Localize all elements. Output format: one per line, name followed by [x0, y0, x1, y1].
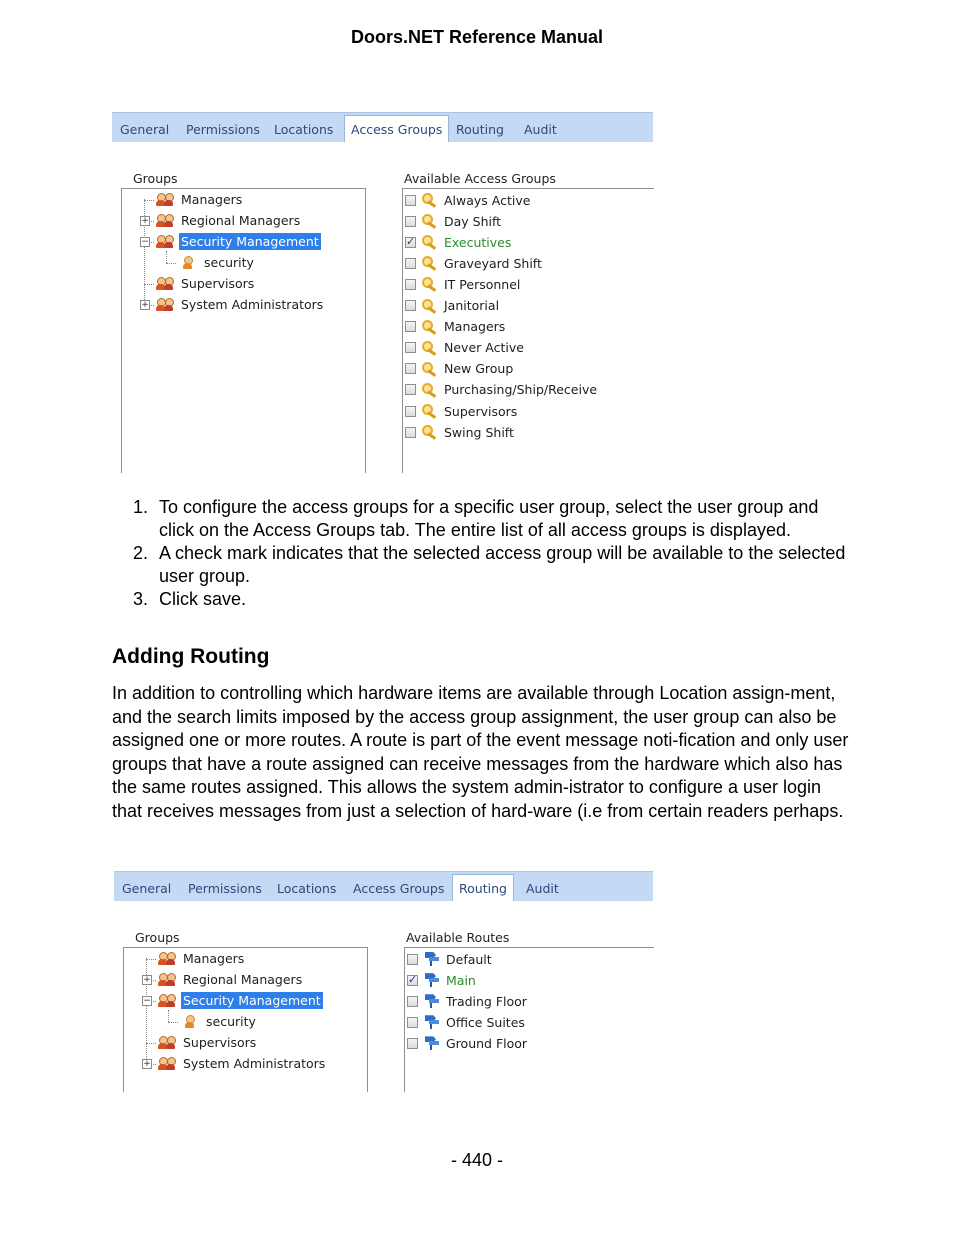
- tree-line: [144, 284, 154, 285]
- tab-general[interactable]: General: [122, 881, 172, 896]
- list-item[interactable]: [405, 190, 530, 210]
- route-signpost-icon: [423, 972, 441, 988]
- access-groups-list[interactable]: [402, 188, 654, 473]
- groups-label: Groups: [133, 171, 178, 186]
- list-item-label: Executives: [444, 234, 512, 250]
- list-item[interactable]: [407, 970, 476, 990]
- list-item[interactable]: [405, 232, 511, 252]
- tree-node[interactable]: [158, 949, 246, 968]
- list-item-label: Always Active: [444, 192, 531, 208]
- list-item[interactable]: [405, 359, 513, 379]
- tree-node-label: System Administrators: [181, 297, 324, 312]
- user-icon: [181, 1015, 199, 1029]
- available-access-groups-label: Available Access Groups: [404, 171, 556, 186]
- checkbox[interactable]: [405, 406, 416, 417]
- routes-list[interactable]: [404, 947, 654, 1092]
- tree-node-label: Security Management: [183, 993, 321, 1008]
- tab-general[interactable]: General: [120, 122, 170, 137]
- tab-routing[interactable]: Routing: [452, 874, 514, 901]
- route-signpost-icon: [423, 1035, 441, 1051]
- manual-header: Doors.NET Reference Manual: [350, 27, 604, 47]
- checkbox[interactable]: [405, 384, 416, 395]
- list-item[interactable]: [407, 949, 492, 969]
- tree-node-label: Regional Managers: [181, 213, 301, 228]
- tree-node[interactable]: [179, 253, 256, 272]
- tree-node-label: Security Management: [181, 234, 319, 249]
- list-item[interactable]: [405, 253, 542, 273]
- tree-node[interactable]: [143, 970, 304, 989]
- key-icon: [421, 403, 439, 419]
- key-icon: [421, 382, 439, 398]
- tree-line: [146, 1043, 156, 1044]
- list-item-label: Never Active: [444, 340, 524, 356]
- list-item[interactable]: [405, 296, 499, 316]
- step-item: 2. A check mark indicates that the selected access group will be available to the selected user group.: [133, 543, 846, 586]
- tree-node-label: Supervisors: [183, 1035, 257, 1050]
- tab-locations[interactable]: Locations: [277, 881, 337, 896]
- tree-line: [144, 200, 154, 201]
- step-item: 1. To configure the access groups for a specific user group, select the user group and click on the Access Groups tab. The entire list of all access groups is displayed.: [133, 497, 819, 540]
- route-signpost-icon: [423, 993, 441, 1009]
- list-item-label: Swing Shift: [444, 424, 514, 440]
- tree-node-label: Supervisors: [181, 276, 255, 291]
- steps-list: [133, 496, 853, 611]
- list-item[interactable]: [407, 991, 527, 1011]
- tree-node[interactable]: [141, 232, 321, 251]
- user-group-icon: [156, 193, 174, 207]
- tree-node[interactable]: [156, 274, 256, 293]
- key-icon: [421, 361, 439, 377]
- list-item-label: Trading Floor: [446, 993, 527, 1009]
- groups-tree[interactable]: [123, 947, 368, 1092]
- user-group-icon: [158, 952, 176, 966]
- groups-label: Groups: [135, 930, 180, 945]
- key-icon: [421, 255, 439, 271]
- list-item-label: Ground Floor: [446, 1035, 528, 1051]
- tree-line: [166, 251, 167, 263]
- collapse-icon[interactable]: −: [143, 996, 151, 1006]
- tree-node[interactable]: [143, 1054, 327, 1073]
- checkbox[interactable]: [405, 363, 416, 374]
- list-item-label: Janitorial: [444, 298, 500, 313]
- route-signpost-icon: [423, 951, 441, 967]
- tab-routing[interactable]: Routing: [456, 122, 504, 137]
- list-item-label: Supervisors: [444, 403, 518, 419]
- step-item: 3. Click save.: [133, 589, 247, 609]
- tree-node[interactable]: [141, 211, 302, 230]
- checkbox[interactable]: [405, 216, 416, 227]
- user-group-icon: [158, 973, 176, 987]
- key-icon: [421, 340, 439, 356]
- list-item[interactable]: [405, 317, 505, 337]
- checkbox[interactable]: [407, 1017, 418, 1028]
- checkbox[interactable]: [405, 342, 416, 353]
- checkbox[interactable]: [407, 975, 418, 986]
- expand-icon[interactable]: +: [143, 975, 151, 985]
- list-item-label: Office Suites: [446, 1014, 525, 1030]
- route-signpost-icon: [423, 1014, 441, 1030]
- tree-node[interactable]: [143, 991, 323, 1010]
- checkbox[interactable]: [405, 321, 416, 332]
- expand-icon[interactable]: +: [141, 300, 149, 310]
- tab-bar: [114, 871, 653, 901]
- list-item-label: IT Personnel: [444, 276, 521, 292]
- expand-icon[interactable]: +: [141, 216, 149, 226]
- section-heading: Adding Routing: [112, 645, 270, 668]
- tab-locations[interactable]: Locations: [274, 122, 334, 137]
- tree-node-label: System Administrators: [183, 1056, 326, 1071]
- tree-node-label: security: [206, 1014, 256, 1029]
- list-item[interactable]: [405, 211, 501, 231]
- list-item[interactable]: [405, 380, 597, 400]
- user-group-icon: [158, 1057, 176, 1071]
- tree-node-label: security: [204, 255, 254, 270]
- list-item-label: New Group: [444, 361, 514, 377]
- checkbox[interactable]: [405, 300, 416, 311]
- list-item-label: Graveyard Shift: [444, 255, 542, 271]
- key-icon: [421, 192, 439, 208]
- checkbox[interactable]: [405, 195, 416, 206]
- user-group-icon: [158, 994, 176, 1008]
- tree-node-label: Regional Managers: [183, 972, 303, 987]
- routing-screenshot: [114, 871, 653, 1091]
- checkbox[interactable]: [405, 258, 416, 269]
- tree-line: [146, 959, 156, 960]
- access-groups-screenshot: [112, 112, 653, 472]
- user-group-icon: [156, 214, 174, 228]
- key-icon: [421, 234, 439, 250]
- list-item-label: Main: [446, 972, 476, 988]
- list-item-label: Purchasing/Ship/Receive: [444, 382, 598, 398]
- page-number: - 440 -: [450, 1150, 504, 1170]
- user-group-icon: [156, 298, 174, 312]
- tab-audit[interactable]: Audit: [526, 881, 559, 896]
- checkbox[interactable]: [407, 954, 418, 965]
- tree-line: [166, 263, 176, 264]
- list-item-label: Default: [446, 951, 492, 967]
- tree-node[interactable]: [141, 295, 325, 314]
- tree-node[interactable]: [156, 190, 244, 209]
- list-item-label: Managers: [444, 319, 506, 335]
- list-item[interactable]: [407, 1033, 527, 1053]
- list-item[interactable]: [405, 338, 524, 358]
- tab-access-groups[interactable]: Access Groups: [344, 115, 449, 142]
- key-icon: [421, 213, 439, 229]
- tree-line: [146, 958, 147, 1063]
- tree-line: [144, 199, 145, 304]
- tree-node-label: Managers: [183, 951, 245, 966]
- groups-tree[interactable]: [121, 188, 366, 473]
- checkbox[interactable]: [407, 1038, 418, 1049]
- user-icon: [179, 256, 197, 270]
- user-group-icon: [158, 1036, 176, 1050]
- tree-node[interactable]: [181, 1012, 258, 1031]
- tab-permissions[interactable]: Permissions: [186, 122, 260, 137]
- routing-paragraph: In addition to controlling which hardware items are available through Location assign-ment, and the search limits imposed by the access group assignment, the user group can also be assigned one or more routes. A route is part of the event message noti-fication and only user groups that have a route assigned can receive messages from the hardware which also has the same routes assigned. This allows the system admin-istrator to configure a user login that receives messages from just a selection of hard-ware (i.e from certain readers perhaps.: [112, 683, 849, 821]
- checkbox[interactable]: [405, 427, 416, 438]
- tree-line: [168, 1022, 178, 1023]
- key-icon: [421, 276, 439, 292]
- tree-node-label: Managers: [181, 192, 243, 207]
- list-item[interactable]: [407, 1012, 525, 1032]
- tab-audit[interactable]: Audit: [524, 122, 557, 137]
- user-group-icon: [156, 235, 174, 249]
- checkbox[interactable]: [405, 279, 416, 290]
- tab-permissions[interactable]: Permissions: [188, 881, 262, 896]
- expand-icon[interactable]: +: [143, 1059, 151, 1069]
- collapse-icon[interactable]: −: [141, 237, 149, 247]
- available-routes-label: Available Routes: [406, 930, 510, 945]
- list-item[interactable]: [405, 422, 514, 442]
- list-item[interactable]: [405, 274, 520, 294]
- list-item-label: Day Shift: [444, 213, 502, 229]
- key-icon: [421, 298, 439, 314]
- tab-bar: [112, 112, 653, 142]
- list-item[interactable]: [405, 401, 517, 421]
- tab-access-groups[interactable]: Access Groups: [353, 881, 445, 896]
- tree-node[interactable]: [158, 1033, 258, 1052]
- checkbox[interactable]: [405, 237, 416, 248]
- user-group-icon: [156, 277, 174, 291]
- key-icon: [421, 319, 439, 335]
- key-icon: [421, 424, 439, 440]
- checkbox[interactable]: [407, 996, 418, 1007]
- tree-line: [168, 1010, 169, 1022]
